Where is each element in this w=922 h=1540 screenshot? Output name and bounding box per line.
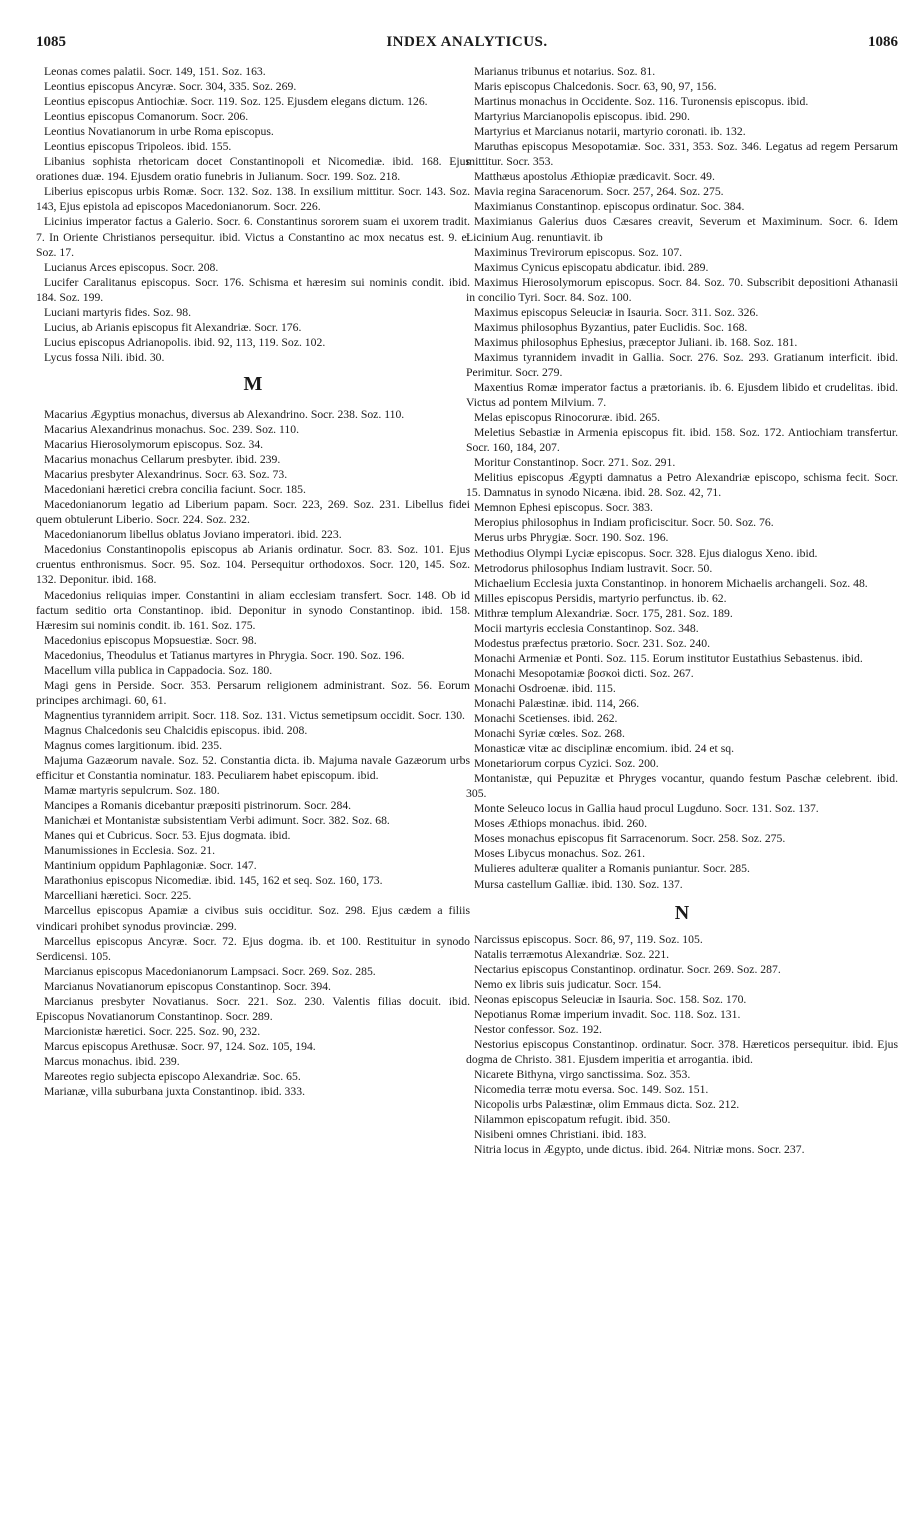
index-entry: Luciani martyris fides. Soz. 98.: [44, 305, 192, 319]
index-entry: Leontius episcopus Tripoleos. ibid. 155.: [44, 140, 232, 154]
index-entry: Michaelium Ecclesia juxta Constantinop. in honorem Michaelis archangeli. Soz. 48.: [474, 576, 868, 590]
index-entry: Maximus Cynicus episcopatu abdicatur. ibid. 289.: [474, 260, 709, 274]
index-entry: Monachi Mesopotamiæ βοσκοὶ dicti. Soz. 267.: [474, 666, 694, 680]
index-entry: Leontius Novatianorum in urbe Roma episcopus.: [44, 125, 274, 139]
index-entry: Natalis terræmotus Alexandriæ. Soz. 221.: [474, 947, 670, 961]
index-entry: Leonas comes palatii. Socr. 149, 151. Soz. 163.: [44, 65, 266, 78]
index-entry: Mavia regina Saracenorum. Socr. 257, 264. Soz. 275.: [474, 185, 724, 199]
index-entry: Nemo ex libris suis judicatur. Socr. 154.: [474, 977, 662, 991]
index-entry: Macedoniani hæretici crebra concilia faciunt. Socr. 185.: [44, 483, 306, 497]
index-entry: Martyrius et Marcianus notarii, martyrio coronati. ib. 132.: [474, 125, 746, 139]
index-entry: Marcellus episcopus Apamiæ a civibus suis occiditur. Soz. 298. Ejus cædem a filiis vindicari prohibet synodus provinciæ. 299.: [36, 904, 470, 933]
index-entry: Marcionistæ hæretici. Socr. 225. Soz. 90, 232.: [44, 1024, 261, 1038]
index-entry: Magi gens in Perside. Socr. 353. Persarum religionem administrant. Soz. 56. Eorum principes archimagi. 60, 61.: [36, 678, 470, 707]
index-entry: Macedonius reliquias imper. Constantini in aliam ecclesiam transfert. Socr. 148. Ob id factum seditio orta Constantinop. ibid. Deponitur in synodo Constantinop. ibid. 158. Hæresim sui nominis condit. ib. 161. Soz. 175.: [36, 588, 470, 632]
index-entry: Monachi Palæstinæ. ibid. 114, 266.: [474, 696, 640, 710]
entries-m-section: [36, 407, 470, 1099]
index-entry: Nicopolis urbs Palæstinæ, olim Emmaus dicta. Soz. 212.: [474, 1098, 740, 1112]
index-entry: Lucius episcopus Adrianopolis. ibid. 92, 113, 119. Soz. 102.: [44, 335, 326, 349]
index-entry: Merus urbs Phrygiæ. Socr. 190. Soz. 196.: [474, 531, 669, 545]
index-entry: Monachi Armeniæ et Ponti. Soz. 115. Eorum institutor Eustathius Sebastenus. ibid.: [474, 651, 863, 665]
index-entry: Maruthas episcopus Mesopotamiæ. Soc. 331, 353. Soz. 346. Legatus ad regem Persarum mittitur. Socr. 353.: [466, 140, 898, 169]
index-entry: Magnus Chalcedonis seu Chalcidis episcopus. ibid. 208.: [44, 723, 308, 737]
index-entry: Meletius Sebastiæ in Armenia episcopus fit. ibid. 158. Soz. 172. Antiochiam transfertur. Socr. 160, 184, 207.: [466, 426, 898, 455]
index-entry: Leontius episcopus Antiochiæ. Socr. 119. Soz. 125. Ejusdem elegans dictum. 126.: [44, 95, 428, 109]
running-title: INDEX ANALYTICUS.: [386, 34, 548, 50]
left-column: [36, 64, 470, 1099]
index-entry: Marianæ, villa suburbana juxta Constantinop. ibid. 333.: [44, 1085, 305, 1099]
index-entry: Metrodorus philosophus Indiam lustravit. Socr. 50.: [474, 561, 713, 575]
index-entry: Nepotianus Romæ imperium invadit. Soc. 118. Soz. 131.: [474, 1007, 741, 1021]
entries-n-section: [466, 932, 898, 1158]
index-entry: Marcianus presbyter Novatianus. Socr. 221. Soz. 230. Valentis filias docuit. ibid. Episcopus Novatianorum Constantinop. Socr. 289.: [36, 994, 470, 1023]
index-entry: Marcianus Novatianorum episcopus Constantinop. Socr. 394.: [44, 979, 331, 993]
index-entry: Maximianus Constantinop. episcopus ordinatur. Soc. 384.: [474, 200, 745, 214]
index-entry: Macarius Hierosolymorum episcopus. Soz. 34.: [44, 438, 264, 452]
index-entry: Nilammon episcopatum refugit. ibid. 350.: [474, 1113, 671, 1127]
index-entry: Macedonius episcopus Mopsuestiæ. Socr. 98.: [44, 633, 257, 647]
index-entry: Maximinus Trevirorum episcopus. Soz. 107.: [474, 245, 683, 259]
index-entry: Liberius episcopus urbis Romæ. Socr. 132. Soz. 138. In exsilium mittitur. Socr. 143. Soz. 143, Ejus epistola ad episcopos Macedonianorum. Socr. 226.: [36, 185, 470, 214]
index-entry: Nestorius episcopus Constantinop. ordinatur. Socr. 378. Hæreticos persequitur. ibid. Ejus dogma de Christo. 381. Ejusdem imperitia et arrogantia. ibid.: [466, 1037, 898, 1066]
index-entry: Leontius episcopus Comanorum. Socr. 206.: [44, 110, 249, 124]
index-entry: Moritur Constantinop. Socr. 271. Soz. 291.: [474, 456, 676, 470]
index-entry: Mamæ martyris sepulcrum. Soz. 180.: [44, 784, 220, 798]
page-header: [36, 34, 898, 58]
index-entry: Melitius episcopus Ægypti damnatus a Petro Alexandriæ episcopo, schisma fecit. Socr. 15. Damnatus in synodo Nicæna. ibid. 28. Soz. 42, 71.: [466, 471, 898, 500]
index-entry: Montanistæ, qui Pepuzitæ et Phryges vocantur, quando festum Paschæ celebrent. ibid. 305.: [466, 772, 898, 801]
index-entry: Moses Libycus monachus. Soz. 261.: [474, 847, 646, 861]
index-entry: Nectarius episcopus Constantinop. ordinatur. Socr. 269. Soz. 287.: [474, 962, 781, 976]
index-entry: Macedonius, Theodulus et Tatianus martyres in Phrygia. Socr. 190. Soz. 196.: [44, 648, 405, 662]
page-number-left: 1085: [36, 34, 66, 50]
index-entry: Mulieres adulteræ qualiter a Romanis puniantur. Socr. 285.: [474, 862, 750, 876]
index-entry: Manes qui et Cubricus. Socr. 53. Ejus dogmata. ibid.: [44, 829, 291, 843]
index-entry: Martyrius Marcianopolis episcopus. ibid. 290.: [474, 110, 690, 124]
index-entry: Mareotes regio subjecta episcopo Alexandriæ. Soc. 65.: [44, 1070, 301, 1083]
index-entry: Macellum villa publica in Cappadocia. Soz. 180.: [44, 663, 273, 677]
index-entry: Maximus philosophus Byzantius, pater Euclidis. Soc. 168.: [474, 320, 748, 334]
index-entry: Mancipes a Romanis dicebantur præpositi pistrinorum. Socr. 284.: [44, 799, 352, 813]
entries-l-section: [36, 64, 470, 365]
index-entry: Maris episcopus Chalcedonis. Socr. 63, 90, 97, 156.: [474, 80, 717, 94]
index-entry: Maximus philosophus Ephesius, præceptor Juliani. ib. 168. Soz. 181.: [474, 335, 798, 349]
entries-m-continued-section: [466, 64, 898, 892]
index-entry: Macedonianorum libellus oblatus Joviano imperatori. ibid. 223.: [44, 528, 342, 542]
index-entry: Magnentius tyrannidem arripit. Socr. 118. Soz. 131. Victus semetipsum occidit. Socr. 130.: [44, 708, 465, 722]
index-entry: Manichæi et Montanistæ subsistentiam Verbi adimunt. Socr. 382. Soz. 68.: [44, 814, 390, 828]
index-entry: Melas episcopus Rinocoruræ. ibid. 265.: [474, 411, 661, 425]
index-entry: Monachi Scetienses. ibid. 262.: [474, 712, 618, 726]
index-entry: Moses Æthiops monachus. ibid. 260.: [474, 817, 648, 831]
index-entry: Marcellus episcopus Ancyræ. Socr. 72. Ejus dogma. ib. et 100. Restituitur in synodo Serdicensi. 105.: [36, 934, 470, 963]
index-entry: Nicarete Bithyna, virgo sanctissima. Soz. 353.: [474, 1068, 691, 1081]
index-entry: Marcelliani hæretici. Socr. 225.: [44, 889, 192, 903]
index-entry: Nitria locus in Ægypto, unde dictus. ibid. 264. Nitriæ mons. Socr. 237.: [474, 1143, 805, 1157]
index-entry: Maximianus Galerius duos Cæsares creavit, Severum et Maximinum. Socr. 6. Idem Licinium Aug. renuntiavit. ib: [466, 215, 898, 244]
index-entry: Manumissiones in Ecclesia. Soz. 21.: [44, 844, 216, 858]
index-entry: Memnon Ephesi episcopus. Socr. 383.: [474, 501, 653, 515]
index-entry: Maximus Hierosolymorum episcopus. Socr. 84. Soz. 70. Subscribit depositioni Athanasii in concilio Tyri. Socr. 84. Soz. 100.: [466, 275, 898, 304]
index-entry: Nicomedia terræ motu eversa. Soc. 149. Soz. 151.: [474, 1083, 709, 1097]
index-entry: Meropius philosophus in Indiam proficiscitur. Socr. 50. Soz. 76.: [474, 516, 774, 530]
index-entry: Maxentius Romæ imperator factus a prætorianis. ib. 6. Ejusdem libido et crudelitas. ibid. Victus ad pontem Milvium. 7.: [466, 380, 898, 410]
index-entry: Maximus tyrannidem invadit in Gallia. Socr. 276. Soz. 293. Gratianum interficit. ibid. Perimitur. Socr. 279.: [466, 350, 898, 379]
index-entry: Macedonianorum legatio ad Liberium papam. Socr. 223, 269. Soz. 231. Libellus fidei quem obtulerunt Liberio. Socr. 224. Soz. 232.: [36, 498, 470, 527]
right-column: [466, 64, 898, 1157]
index-entry: Narcissus episcopus. Socr. 86, 97, 119. Soz. 105.: [474, 932, 703, 946]
index-entry: Monte Seleuco locus in Gallia haud procul Lugduno. Socr. 131. Soz. 137.: [474, 802, 819, 816]
index-entry: Nestor confessor. Soz. 192.: [474, 1022, 602, 1036]
index-entry: Monachi Syriæ cœles. Soz. 268.: [474, 727, 625, 741]
index-entry: Methodius Olympi Lyciæ episcopus. Socr. 328. Ejus dialogus Xeno. ibid.: [474, 546, 818, 560]
index-entry: Majuma Gazæorum navale. Soz. 52. Constantia dicta. ib. Majuma navale Gazæorum urbs efficitur et Constantia nominatur. 183. Peculiarem habet episcopum. ibid.: [36, 754, 470, 783]
index-entry: Lucifer Caralitanus episcopus. Socr. 176. Schisma et hæresim sui nominis condit. ibid. 184. Soz. 199.: [36, 275, 470, 304]
index-entry: Leontius episcopus Ancyræ. Socr. 304, 335. Soz. 269.: [44, 80, 297, 94]
index-entry: Monetariorum corpus Cyzici. Soz. 200.: [474, 757, 659, 771]
index-entry: Mursa castellum Galliæ. ibid. 130. Soz. 137.: [474, 877, 683, 891]
index-entry: Marcianus episcopus Macedonianorum Lampsaci. Socr. 269. Soz. 285.: [44, 964, 376, 978]
index-entry: Lucianus Arces episcopus. Socr. 208.: [44, 260, 219, 274]
index-entry: Marcus episcopus Arethusæ. Socr. 97, 124. Soz. 105, 194.: [44, 1039, 316, 1053]
index-entry: Neonas episcopus Seleuciæ in Isauria. Soc. 158. Soz. 170.: [474, 992, 747, 1006]
index-entry: Monachi Osdroenæ. ibid. 115.: [474, 681, 616, 695]
index-entry: Mantinium oppidum Paphlagoniæ. Socr. 147.: [44, 859, 257, 873]
index-entry: Magnus comes largitionum. ibid. 235.: [44, 738, 223, 752]
index-entry: Lycus fossa Nili. ibid. 30.: [44, 350, 165, 364]
page-number-right: 1086: [868, 34, 898, 50]
index-entry: Moses monachus episcopus fit Sarracenorum. Socr. 258. Soz. 275.: [474, 832, 786, 846]
index-entry: Macarius monachus Cellarum presbyter. ibid. 239.: [44, 453, 281, 467]
index-entry: Modestus præfectus prætorio. Socr. 231. Soz. 240.: [474, 636, 711, 650]
index-entry: Matthæus apostolus Æthiopiæ prædicavit. Socr. 49.: [474, 170, 715, 184]
index-entry: Libanius sophista rhetoricam docet Constantinopoli et Nicomediæ. ibid. 168. Ejus orationes duæ. 194. Ejusdem oratio funebris in Julianum. Socr. 199. Soz. 218.: [36, 155, 470, 184]
index-entry: Licinius imperator factus a Galerio. Socr. 6. Constantinus sororem suam ei uxorem tradit. 7. In Oriente Christianos persequitur. ibid. Victus a Constantino ac mox necatus est. 9. et Soz. 17.: [36, 215, 470, 259]
index-entry: Milles episcopus Persidis, martyrio perfunctus. ib. 62.: [474, 591, 727, 605]
section-letter-n: N: [674, 901, 690, 924]
index-entry: Marcus monachus. ibid. 239.: [44, 1054, 180, 1068]
index-entry: Martinus monachus in Occidente. Soz. 116. Turonensis episcopus. ibid.: [474, 95, 809, 109]
section-letter-m: M: [243, 372, 263, 395]
index-entry: Marianus tribunus et notarius. Soz. 81.: [474, 65, 656, 78]
index-entry: Macarius presbyter Alexandrinus. Socr. 63. Soz. 73.: [44, 468, 288, 482]
index-entry: Nisibeni omnes Christiani. ibid. 183.: [474, 1128, 647, 1142]
index-entry: Macarius Alexandrinus monachus. Soc. 239. Soz. 110.: [44, 422, 300, 436]
index-entry: Maximus episcopus Seleuciæ in Isauria. Socr. 311. Soz. 326.: [474, 305, 759, 319]
index-entry: Monasticæ vitæ ac disciplinæ encomium. ibid. 24 et sq.: [474, 742, 735, 756]
index-entry: Macarius Ægyptius monachus, diversus ab Alexandrino. Socr. 238. Soz. 110.: [44, 407, 405, 421]
index-entry: Mocii martyris ecclesia Constantinop. Soz. 348.: [474, 621, 699, 635]
index-entry: Lucius, ab Arianis episcopus fit Alexandriæ. Socr. 176.: [44, 320, 302, 334]
index-entry: Macedonius Constantinopolis episcopus ab Arianis ordinatur. Socr. 83. Soz. 101. Ejus cruentus enthronismus. Socr. 95. Soz. 104. Persequitur orthodoxos. Socr. 120, 145. Soz. 132. Deponitur. ibid. 168.: [36, 543, 470, 587]
index-entry: Marathonius episcopus Nicomediæ. ibid. 145, 162 et seq. Soz. 160, 173.: [44, 874, 383, 888]
index-entry: Mithræ templum Alexandriæ. Socr. 175, 281. Soz. 189.: [474, 606, 733, 620]
